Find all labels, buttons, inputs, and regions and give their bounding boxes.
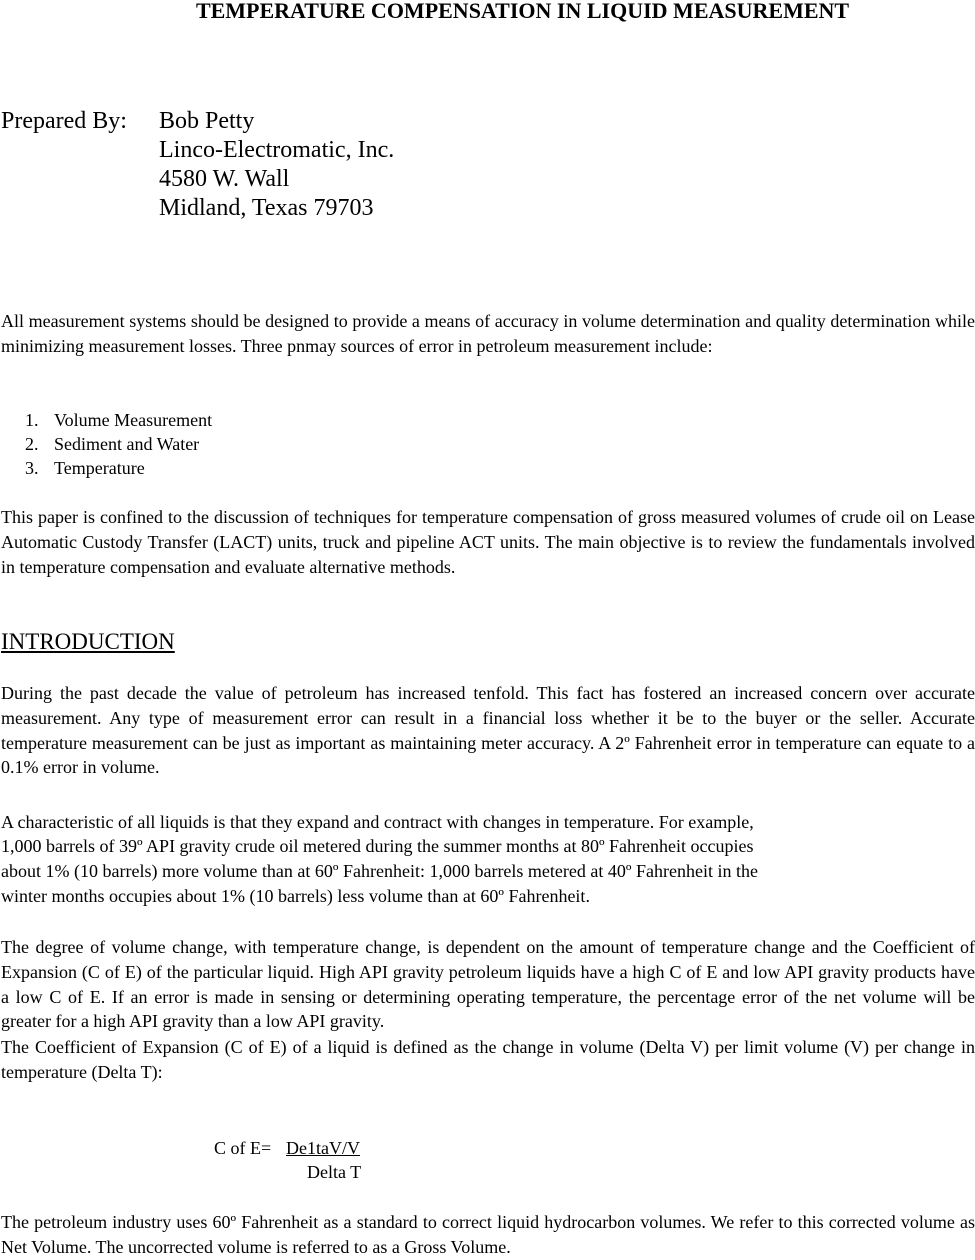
- section-heading-introduction: INTRODUCTION: [1, 629, 175, 654]
- paragraph-line: 1,000 barrels of 39º API gravity crude oil metered during the summer months at 80º Fahrenheit occupies: [1, 836, 754, 856]
- author-company: Linco-Electromatic, Inc.: [159, 137, 395, 163]
- intro-paragraph: All measurement systems should be designed to provide a means of accuracy in volume determination and quality determination while minimizing measurement losses. Three pnmay sources of error in petroleum measurement include:: [1, 311, 975, 356]
- paragraph-line: A characteristic of all liquids is that they expand and contract with changes in temperature. For example,: [1, 812, 754, 832]
- decade-paragraph: During the past decade the value of petroleum has increased tenfold. This fact has fostered an increased concern over accurate measurement. Any type of measurement error can result in a financial loss whether it be to the buyer or the seller. Accurate temperature measurement can be just as important as maintaining meter accuracy. A 2º Fahrenheit error in temperature can equate to a 0.1% error in volume.: [1, 683, 975, 778]
- paragraph-line: winter months occupies about 1% (10 barrels) less volume than at 60º Fahrenheit.: [1, 886, 590, 906]
- formula-denominator: Delta T: [307, 1162, 362, 1182]
- author-name: Bob Petty: [159, 108, 255, 134]
- document-title: TEMPERATURE COMPENSATION IN LIQUID MEASUREMENT: [195, 0, 850, 23]
- formula-numerator: De1taV/V: [286, 1138, 360, 1158]
- list-text: Sediment and Water: [54, 434, 200, 454]
- prepared-by-label: Prepared By:: [1, 108, 127, 134]
- author-street: 4580 W. Wall: [159, 166, 290, 192]
- list-text: Temperature: [54, 458, 145, 478]
- coefficient-paragraph: The Coefficient of Expansion (C of E) of a liquid is defined as the change in volume (Delta V) per limit volume (V) per change in temperature (Delta T):: [1, 1037, 975, 1082]
- paragraph-line: about 1% (10 barrels) more volume than at 60º Fahrenheit: 1,000 barrels metered at 40º Fahrenheit in the: [1, 861, 758, 881]
- scope-paragraph: This paper is confined to the discussion of techniques for temperature compensation of gross measured volumes of crude oil on Lease Automatic Custody Transfer (LACT) units, truck and pipeline ACT units. The main objective is to review the fundamentals involved in temperature compensation and evaluate alternative methods.: [1, 507, 975, 577]
- standard-paragraph: The petroleum industry uses 60º Fahrenheit as a standard to correct liquid hydrocarbon volumes. We refer to this corrected volume as Net Volume. The uncorrected volume is referred to as a Gross Volume.: [1, 1212, 975, 1257]
- list-number: 2.: [25, 434, 39, 454]
- degree-paragraph: The degree of volume change, with temperature change, is dependent on the amount of temperature change and the Coefficient of Expansion (C of E) of the particular liquid. High API gravity petroleum liquids have a high C of E and low API gravity products have a low C of E. If an error is made in sensing or determining operating temperature, the percentage error of the net volume will be greater for a high API gravity than a low API gravity.: [1, 937, 975, 1032]
- author-city: Midland, Texas 79703: [159, 195, 374, 221]
- list-number: 3.: [25, 458, 39, 478]
- formula-lhs: C of E=: [214, 1138, 272, 1158]
- list-text: Volume Measurement: [54, 410, 213, 430]
- list-number: 1.: [25, 410, 39, 430]
